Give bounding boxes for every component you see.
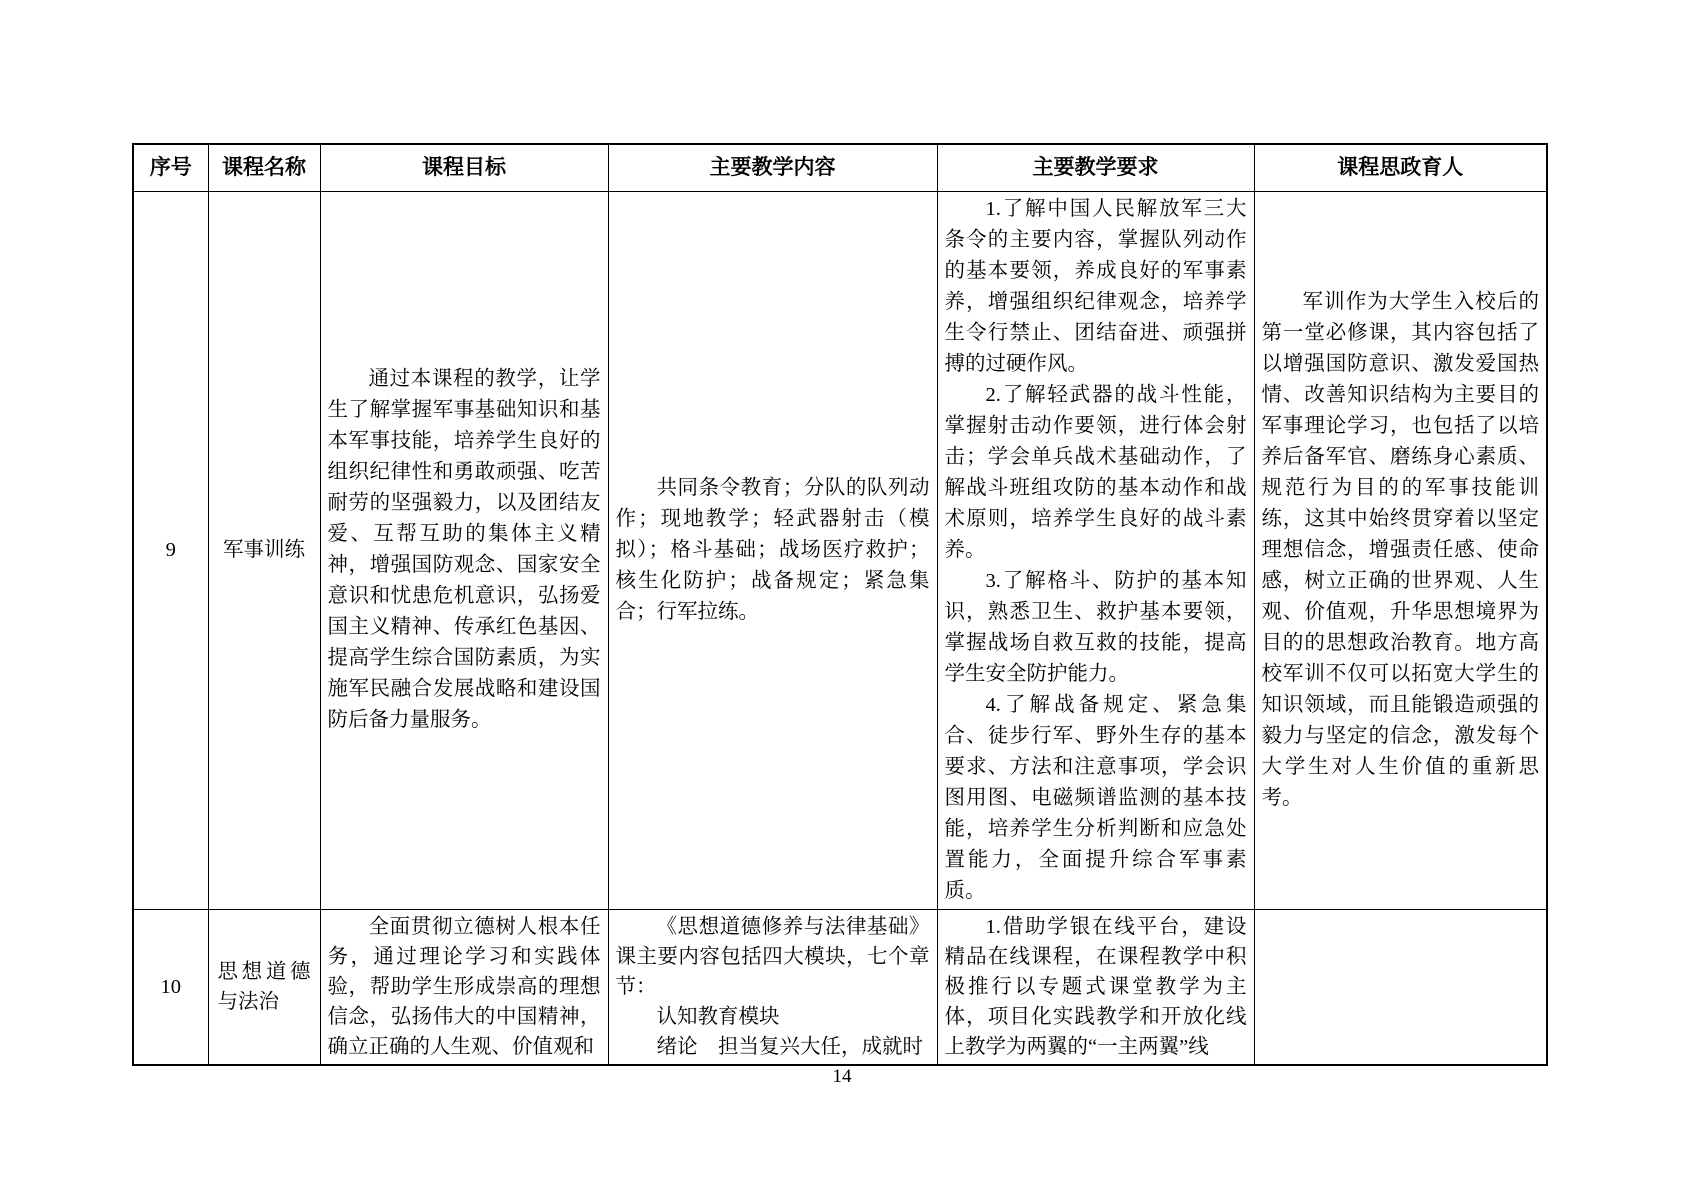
course-table — [132, 143, 1548, 1066]
header-ideology-education: 课程思政育人 — [1254, 144, 1547, 191]
cell-course-objectives — [320, 909, 608, 1065]
cell-serial-number: 9 — [133, 191, 208, 909]
cell-course-name: 军事训练 — [208, 191, 320, 909]
table-header-row — [133, 144, 1547, 191]
header-teaching-requirements: 主要教学要求 — [937, 144, 1254, 191]
cell-ideology-education: 军训作为大学生入校后的第一堂必修课，其内容包括了以增强国防意识、激发爱国热情、改善知识结构为主要目的军事理论学习，也包括了以培养后备军官、磨练身心素质、规范行为目的的军事技能训练，这其中始终贯穿着以坚定理想信念，增强责任感、使命感，树立正确的世界观、人生观、价值观，升华思想境界为目的的思想政治教育。地方高校军训不仅可以拓宽大学生的知识领域，而且能锻造顽强的毅力与坚定的信念，激发每个大学生对人生价值的重新思考。 — [1254, 191, 1547, 909]
cell-serial-number: 10 — [133, 909, 208, 1065]
cell-ideology-education — [1254, 909, 1547, 1065]
clipped-text: 《思想道德修养与法律基础》课主要内容包括四大模块，七个章节： 认知教育模块 绪论 担当复兴大任，成就时 — [615, 915, 930, 1058]
header-course-objectives: 课程目标 — [320, 144, 608, 191]
cell-course-objectives: 通过本课程的教学，让学生了解掌握军事基础知识和基本军事技能，培养学生良好的组织纪律性和勇敢顽强、吃苦耐劳的坚强毅力，以及团结友爱、互帮互助的集体主义精神，增强国防观念、国家安全意识和忧患危机意识，弘扬爱国主义精神、传承红色基因、提高学生综合国防素质，为实施军民融合发展战略和建设国防后备力量服务。 — [320, 191, 608, 909]
header-course-name: 课程名称 — [208, 144, 320, 191]
cell-teaching-requirements — [937, 909, 1254, 1065]
table-row-9 — [133, 191, 1547, 909]
clipped-text — [1262, 912, 1540, 1062]
cell-teaching-content — [608, 909, 937, 1065]
cell-teaching-content: 共同条令教育；分队的队列动作；现地教学；轻武器射击（模拟）；格斗基础；战场医疗救护；核生化防护；战备规定；紧急集合；行军拉练。 — [608, 191, 937, 909]
cell-teaching-requirements: 1.了解中国人民解放军三大条令的主要内容，掌握队列动作的基本要领，养成良好的军事素养，增强组织纪律观念，培养学生令行禁止、团结奋进、顽强拼搏的过硬作风。 2.了解轻武器的战斗性能，掌握射击动作要领，进行体会射击；学会单兵战术基础动作，了解战斗班组攻防的基本动作和战术原则，培养学生良好的战斗素养。 3.了解格斗、防护的基本知识，熟悉卫生、救护基本要领，掌握战场自救互救的技能，提高学生安全防护能力。 4.了解战备规定、紧急集合、徒步行军、野外生存的基本要求、方法和注意事项，学会识图用图、电磁频谱监测的基本技能，培养学生分析判断和应急处置能力，全面提升综合军事素质。 — [937, 191, 1254, 909]
header-serial-number: 序号 — [133, 144, 208, 191]
cell-course-name: 思想道德与法治 — [208, 909, 320, 1065]
page-number: 14 — [832, 1066, 852, 1087]
clipped-text: 全面贯彻立德树人根本任务，通过理论学习和实践体验，帮助学生形成崇高的理想信念，弘扬伟大的中国精神，确立正确的人生观、价值观和 — [327, 915, 601, 1058]
table-row-10 — [133, 909, 1547, 1065]
header-teaching-content: 主要教学内容 — [608, 144, 937, 191]
clipped-text: 1.借助学银在线平台，建设精品在线课程，在课程教学中积极推行以专题式课堂教学为主体，项目化实践教学和开放化线上教学为两翼的“一主两翼”线 — [944, 915, 1247, 1058]
